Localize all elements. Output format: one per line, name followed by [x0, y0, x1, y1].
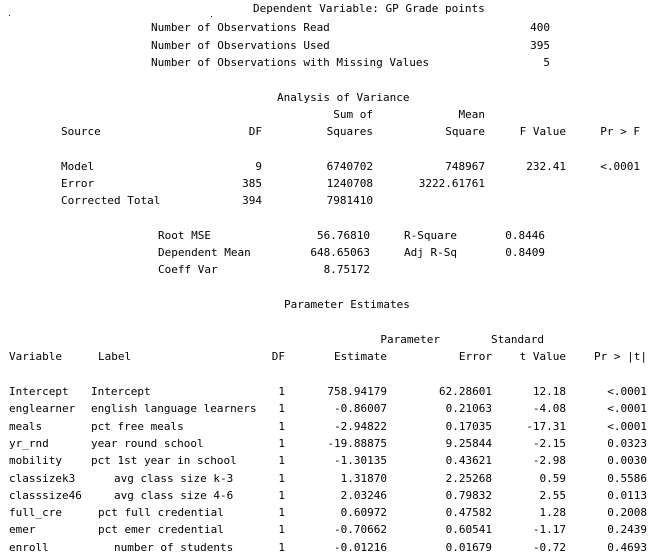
- anova-row-source: Corrected Total: [61, 194, 161, 207]
- param-tval: -0.72: [532, 540, 566, 554]
- param-tval: 12.18: [532, 385, 566, 398]
- params-head-error: Error: [458, 350, 492, 363]
- anova-head-sum1: Sum of: [333, 108, 373, 121]
- param-error: 0.60541: [445, 523, 492, 537]
- param-estimate: -2.94822: [334, 419, 387, 433]
- anova-head-mean2: Square: [445, 125, 485, 138]
- anova-head-sum2: Squares: [326, 125, 373, 138]
- stray-dot: [9, 15, 10, 16]
- param-variable: meals: [9, 419, 43, 433]
- param-variable: classizek3: [9, 471, 76, 485]
- param-label: avg class size 4-6: [114, 488, 234, 502]
- param-variable: emer: [9, 523, 36, 537]
- param-label: number of students: [114, 540, 234, 554]
- param-prob: <.0001: [607, 385, 647, 398]
- param-prob: 0.2439: [607, 523, 647, 537]
- obs-missing-label: Number of Observations with Missing Values: [151, 56, 430, 69]
- params-head-tval: t Value: [519, 350, 566, 363]
- param-prob: 0.2008: [607, 506, 647, 520]
- anova-row-source: Error: [61, 177, 95, 190]
- param-error: 9.25844: [445, 436, 492, 450]
- anova-head-df: DF: [248, 125, 262, 138]
- param-label: pct 1st year in school: [91, 454, 237, 468]
- param-estimate: -1.30135: [334, 454, 387, 468]
- param-error: 0.43621: [445, 454, 492, 468]
- obs-missing-value: 5: [543, 56, 550, 69]
- anova-row-prob: <.0001: [600, 160, 640, 173]
- param-tval: 0.59: [539, 471, 566, 485]
- params-head-variable: Variable: [9, 350, 62, 363]
- param-prob: 0.0030: [607, 454, 647, 468]
- params-head-prob: Pr > |t|: [594, 350, 647, 363]
- stray-dot: [211, 16, 212, 17]
- param-estimate: 2.03246: [340, 488, 387, 502]
- param-error: 62.28601: [439, 385, 492, 398]
- param-error: 2.25268: [445, 471, 492, 485]
- param-estimate: 758.94179: [327, 385, 387, 398]
- param-df: 1: [278, 471, 285, 485]
- param-df: 1: [278, 506, 285, 520]
- param-variable: englearner: [9, 402, 76, 416]
- anova-head-prob: Pr > F: [600, 125, 640, 138]
- param-label: english language learners: [91, 402, 257, 416]
- param-variable: mobility: [9, 454, 62, 468]
- param-estimate: 1.31870: [340, 471, 387, 485]
- anova-row-mean: 748967: [445, 160, 485, 173]
- obs-read-value: 400: [530, 21, 550, 34]
- anova-head-source: Source: [61, 125, 101, 138]
- param-df: 1: [278, 419, 285, 433]
- param-df: 1: [278, 436, 285, 450]
- param-label: pct full credential: [98, 506, 224, 520]
- param-estimate: -0.70662: [334, 523, 387, 537]
- param-df: 1: [278, 402, 285, 416]
- param-estimate: -0.01216: [334, 540, 387, 554]
- param-prob: 0.0113: [607, 488, 647, 502]
- param-prob: 0.5586: [607, 471, 647, 485]
- params-head-df: DF: [271, 350, 285, 363]
- param-tval: 2.55: [539, 488, 566, 502]
- params-head-label: Label: [98, 350, 132, 363]
- param-error: 0.01679: [445, 540, 492, 554]
- dependent-variable-title: Dependent Variable: GP Grade points: [253, 2, 485, 15]
- param-label: Intercept: [91, 385, 151, 398]
- param-error: 0.17035: [445, 419, 492, 433]
- param-variable: enroll: [9, 540, 49, 554]
- param-error: 0.47582: [445, 506, 492, 520]
- anova-row-sum: 1240708: [326, 177, 373, 190]
- params-head-estimate: Estimate: [334, 350, 387, 363]
- param-df: 1: [278, 454, 285, 468]
- anova-row-sum: 7981410: [326, 194, 373, 207]
- anova-row-sum: 6740702: [326, 160, 373, 173]
- fit-label: Root MSE: [158, 229, 211, 242]
- param-estimate: -0.86007: [334, 402, 387, 416]
- fit-label: Coeff Var: [158, 263, 218, 276]
- fit-value2: 0.8409: [505, 246, 545, 259]
- param-prob: <.0001: [607, 402, 647, 416]
- anova-row-df: 385: [242, 177, 262, 190]
- obs-used-label: Number of Observations Used: [151, 39, 330, 52]
- param-label: pct emer credential: [98, 523, 224, 537]
- param-variable: yr_rnd: [9, 436, 49, 450]
- obs-used-value: 395: [530, 39, 550, 52]
- fit-value: 56.76810: [317, 229, 370, 242]
- param-prob: 0.4693: [607, 540, 647, 554]
- params-head-estimate1: Parameter: [380, 333, 440, 346]
- anova-row-mean: 3222.61761: [418, 177, 485, 190]
- param-tval: -1.17: [532, 523, 566, 537]
- param-label: pct free meals: [91, 419, 184, 433]
- param-tval: -2.98: [532, 454, 566, 468]
- fit-label2: R-Square: [404, 229, 457, 242]
- param-variable: Intercept: [9, 385, 69, 398]
- param-df: 1: [278, 540, 285, 554]
- param-error: 0.79832: [445, 488, 492, 502]
- param-estimate: 0.60972: [340, 506, 387, 520]
- fit-value: 648.65063: [310, 246, 370, 259]
- fit-value2: 0.8446: [505, 229, 545, 242]
- fit-value: 8.75172: [323, 263, 370, 276]
- fit-label: Dependent Mean: [158, 246, 251, 259]
- param-tval: 1.28: [539, 506, 566, 520]
- param-df: 1: [278, 385, 285, 398]
- anova-row-df: 394: [242, 194, 262, 207]
- param-df: 1: [278, 488, 285, 502]
- obs-read-label: Number of Observations Read: [151, 21, 330, 34]
- param-variable: full_cre: [9, 506, 62, 520]
- param-tval: -4.08: [532, 402, 566, 416]
- params-title: Parameter Estimates: [284, 298, 410, 311]
- param-label: avg class size k-3: [114, 471, 234, 485]
- param-label: year round school: [91, 436, 204, 450]
- fit-label2: Adj R-Sq: [404, 246, 457, 259]
- anova-row-fval: 232.41: [526, 160, 566, 173]
- param-df: 1: [278, 523, 285, 537]
- param-variable: classsize46: [9, 488, 82, 502]
- anova-head-mean1: Mean: [458, 108, 485, 121]
- param-prob: <.0001: [607, 419, 647, 433]
- param-error: 0.21063: [445, 402, 492, 416]
- anova-head-fval: F Value: [519, 125, 566, 138]
- anova-title: Analysis of Variance: [277, 91, 410, 104]
- anova-row-source: Model: [61, 160, 95, 173]
- param-prob: 0.0323: [607, 436, 647, 450]
- params-head-error1: Standard: [491, 333, 544, 346]
- param-estimate: -19.88875: [327, 436, 387, 450]
- param-tval: -17.31: [526, 419, 566, 433]
- param-tval: -2.15: [532, 436, 566, 450]
- anova-row-df: 9: [255, 160, 262, 173]
